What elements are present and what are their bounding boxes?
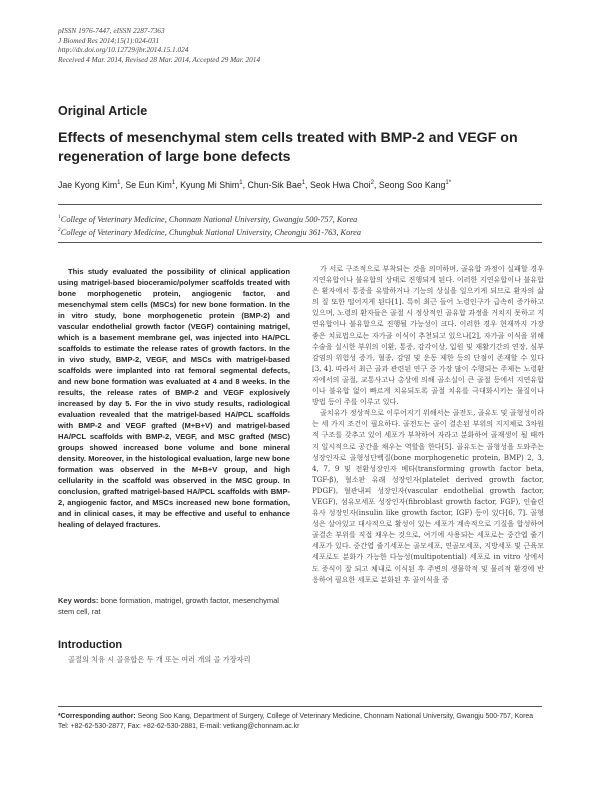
author: Se Eun Kim$^1$ — [125, 180, 176, 190]
journal-citation: J Biomed Res 2014;15(1):024-031 — [58, 35, 160, 45]
footnote-label: *Corresponding author: — [58, 713, 136, 720]
body-paragraph: 가 서로 구조적으로 부착되는 것을 의미하며, 골유합 과정이 실패할 경우 지연유합이나 불유합의 상태로 진행되게 된다. 이러한 지연유합이나 불유합은 환자에서 통증을 유발하거나 기능의 상실을 일으키게 되므로 환자의 삶의 질 또한 떨어지게 된다[1]. 특히 최근 들어 노령인구가 급속히 증가하고 있으며, 노령의 환자들은 골절 시 정상적인 골유합 과정을 거치지 못하고 지연유합이나 불유합으로 진행될 가능성이 크다. 이러한 경우 현재까지 가장 좋은 치료법으로는 자가골 이식이 추천되고 있으나[2], 자가골 이식을 위해 수술을 실시한 부위의 이환, 통증, 감각이상, 입원 및 재활기간의 연장, 심부 감염의 위험성 증가, 혈종, 감염 및 운동 제한 등의 단점이 존재할 수 있다[3, 4]. 따라서 최근 골과 관련된 연구 중 가장 많이 수행되는 주제는 노령환자에서의 골절, 교통사고나 총상에 의해 골소실이 큰 골절 등에서 지연유합이나 불유합 없이 빠르게 치유되도록 골절 치유를 극대화시키는 물질이나 방법 등이 주를 이루고 있다. — [312, 264, 544, 407]
keywords — [58, 595, 290, 617]
footnote-text: Seong Soo Kang, Department of Surgery, College of Veterinary Medicine, Chonnam National University, Gwangju 500-757, Korea — [137, 713, 534, 720]
contact-info: Tel: +82-62-530-2877, Fax: +82-62-530-2881, E-mail: vetkang@chonnam.ac.kr — [58, 723, 300, 730]
affiliation: $^1$College of Veterinary Medicine, Chonnam National University, Gwangju 500-757, Korea — [58, 214, 358, 224]
body-paragraph: 골치유가 정상적으로 이루어지기 위해서는 골전도, 골유도 및 골형성이라는 세 가지 조건이 필요하다. 골전도는 골이 결손된 부위의 지지체로 3차원적 구조를 갖추고 있어 세포가 부착하여 자라고 분화하여 골재생이 될 때까지 일시적으로 공간을 채우는 역할을 한다[5]. 골유도는 골형성을 도와주는 성장인자로 골형성단백질(bone morphogenetic protein, BMP) 2, 3, 4, 7, 9 및 전환성장인자 베타(transforming growth factor beta, TGF-β), 혈소판 유래 성장인자(platelet derived growth factor, PDGF), 혈관내피 성장인자(vascular endothelial growth factor, VEGF), 섬유모세포 성장인자(fibroblast growth factor, FGF), 인슐린유사 성장인자(insulin like growth factor, IGF) 등이 있다[6, 7]. 골형성은 살아있고 대사적으로 활성이 있는 세포가 계속적으로 기질을 합성하여 골결손 부위를 직접 채우는 것으로, 여기에 사용되는 세포로는 중간엽 줄기세포가 있다. 중간엽 줄기세포는 골모세포, 연골모세포, 지방세포 및 근육모세포로도 분화가 가능한 다능성(multipotential) 세포로 in vitro 상에서도 증식이 잘 되고 체내로 이식된 후 주변의 생물학적 및 물리적 환경에 반응하여 필요한 세포로 분화된 후 골이식을 증 — [312, 408, 544, 584]
divider — [58, 242, 542, 243]
doi-link[interactable]: http://dx.doi.org/10.12729/jbr.2014.15.1.024 — [58, 45, 189, 55]
corresponding-author-footnote — [58, 712, 542, 732]
introduction-heading: Introduction — [58, 639, 123, 651]
author: Jae Kyong Kim$^1$ — [58, 180, 121, 190]
introduction-text: 골절의 치유 시 골유합은 두 개 또는 여러 개의 골 가장자리 — [68, 655, 251, 664]
divider — [58, 204, 542, 205]
keywords-label: Key words: — [58, 596, 99, 605]
author: Chun-Sik Bae$^1$ — [247, 180, 306, 190]
divider — [58, 706, 542, 707]
affiliation: $^2$College of Veterinary Medicine, Chungbuk National University, Cheongju 361-763, Korea — [58, 226, 361, 237]
abstract: This study evaluated the possibility of clinical application using matrigel-based bioceramic/polymer scaffolds treated with bone morphogenetic protein, angiogenic factor, and mesenchymal stem cells (MSCs) for new bone formation. In the in vitro study, bone morphogenetic protein (BMP-2) and vascular endothelial growth factor (VEGF) containing matrigel, which is a basement membrane gel, was injected into HA/PCL scaffolds to estimate the release rates of growth factors. In the in vivo study, BMP-2, VEGF, and MSCs with matrigel-based scaffolds were implanted into rat femoral segmental defects, and new bone formation was evaluated at 4 and 8 weeks. In the results, the release rates of BMP-2 and VEGF explosively increased by day 5. For the in vivo study results, radiological evaluation revealed that the matrigel-based HA/PCL scaffolds with BMP-2 and VEGF grafted (M+B+V) and matrigel-based HA/PCL scaffolds with BMP-2, VEGF, and MSC grafted (MSC) groups showed increased bone volume and bone mineral density. Moreover, in the histological evaluation, large new bone formation was observed in the M+B+V group, and high cellularity in the scaffold was observed in the MSC group. In conclusion, grafted matrigel-based HA/PCL scaffolds with BMP-2, angiogenic factor, and MSCs increased new bone formation, and in clinical cases, it may be effective and useful to enhance healing of delayed fractures. — [58, 267, 290, 530]
keywords-text: bone formation, matrigel, growth factor, mesenchymal stem cell, rat — [58, 596, 279, 616]
author: Seok Hwa Choi$^2$ — [310, 180, 374, 190]
author: Seong Soo Kang$^{1*}$ — [378, 180, 452, 190]
received-dates: Received 4 Mar. 2014, Revised 28 Mar. 2014, Accepted 29 Mar. 2014 — [58, 54, 261, 64]
journal-metadata — [58, 26, 538, 64]
author-list: Jae Kyong Kim$^1$, Se Eun Kim$^1$, Kyung Mi Shim$^1$, Chun-Sik Bae$^1$, Seok Hwa Choi$^2$, Seong Soo Kang$^{1*}$ — [58, 180, 452, 190]
body-right-column — [312, 263, 544, 585]
issn-line: pISSN 1976-7447, eISSN 2287-7363 — [58, 26, 165, 35]
affiliations — [58, 212, 538, 238]
article-type-label: Original Article — [58, 104, 148, 118]
author: Kyung Mi Shim$^1$ — [180, 180, 243, 190]
paper-title: Effects of mesenchymal stem cells treated with BMP-2 and VEGF on regeneration of large bone defects — [58, 130, 518, 165]
